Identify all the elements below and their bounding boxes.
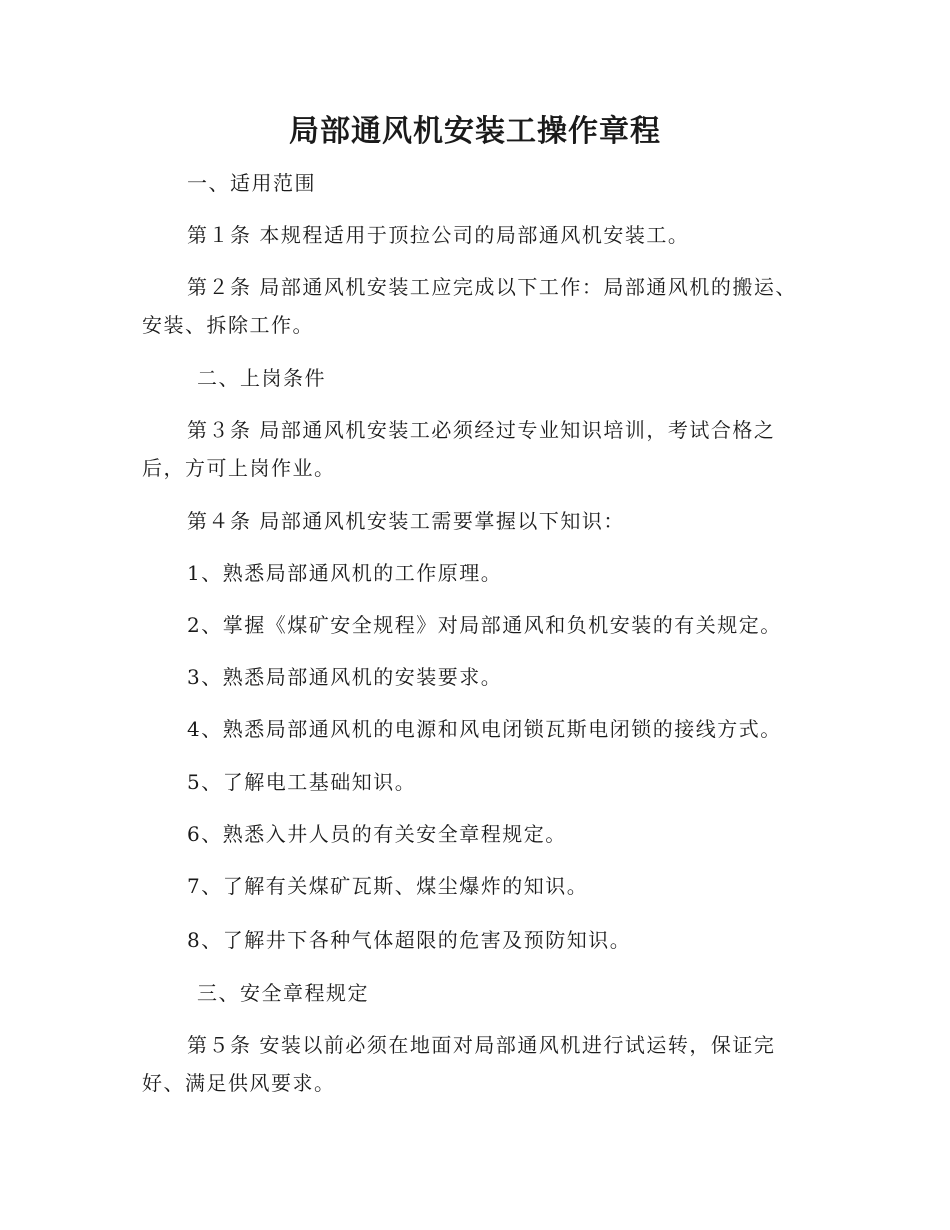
knowledge-item-7: 7、了解有关煤矿瓦斯、煤尘爆炸的知识。 (187, 874, 589, 898)
article-5-line-2: 好、满足供风要求。 (142, 1071, 336, 1095)
knowledge-item-2: 2、掌握《煤矿安全规程》对局部通风和负机安装的有关规定。 (187, 613, 782, 637)
article-2-line-2: 安装、拆除工作。 (142, 313, 314, 337)
section-heading-conditions: 二、上岗条件 (197, 366, 326, 390)
knowledge-item-1: 1、熟悉局部通风机的工作原理。 (187, 561, 503, 585)
knowledge-item-5: 5、了解电工基础知识。 (187, 770, 417, 794)
section-heading-safety: 三、安全章程规定 (197, 981, 369, 1005)
page-title: 局部通风机安装工操作章程 (289, 114, 661, 149)
knowledge-item-6: 6、熟悉入井人员的有关安全章程规定。 (187, 822, 567, 846)
article-3-line-1: 第３条 局部通风机安装工必须经过专业知识培训，考试合格之 (187, 418, 776, 442)
article-3-line-2: 后，方可上岗作业。 (142, 456, 336, 480)
section-heading-scope: 一、适用范围 (187, 171, 316, 195)
knowledge-item-4: 4、熟悉局部通风机的电源和风电闭锁瓦斯电闭锁的接线方式。 (187, 717, 782, 741)
article-5-line-1: 第５条 安装以前必须在地面对局部通风机进行试运转，保证完 (187, 1033, 776, 1057)
knowledge-item-3: 3、熟悉局部通风机的安装要求。 (187, 665, 503, 689)
article-4: 第４条 局部通风机安装工需要掌握以下知识： (187, 509, 625, 533)
article-1: 第１条 本规程适用于顶拉公司的局部通风机安装工。 (187, 223, 690, 247)
article-2-line-1: 第２条 局部通风机安装工应完成以下工作：局部通风机的搬运、 (187, 275, 797, 299)
knowledge-item-8: 8、了解井下各种气体超限的危害及预防知识。 (187, 928, 632, 952)
